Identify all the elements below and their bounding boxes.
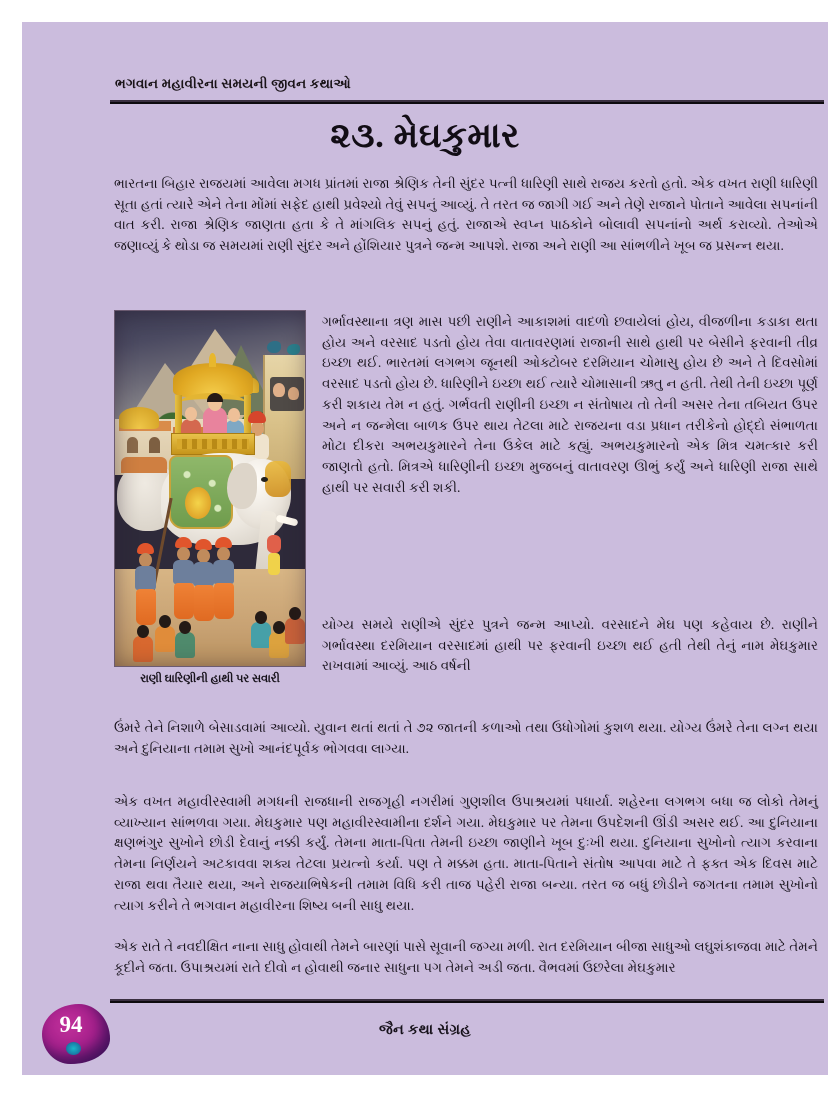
page-number: 94 xyxy=(59,1012,83,1037)
running-head: ભગવાન મહાવીરના સમયની જીવન કથાઓ xyxy=(115,76,351,91)
golden-dome xyxy=(119,407,159,429)
child-top xyxy=(267,535,281,553)
guard-torso xyxy=(135,566,156,590)
illustration-image xyxy=(114,310,306,667)
paragraph-intro: ભારતના બિહાર રાજયમાં આવેલા મગધ પ્રાંતમાં રાજા શ્રેણિક તેની સુંદર પત્ની ધારિણી સાથે રાજય કરતો હતો. એક વખત રાણી ધારિણી સૂતા હતાં ત્યારે એને તેના મોંમાં સફેદ હાથી પ્રવેશ્યો તેવું સપનું આવ્યું. તે તરત જ જાગી ગઈ અને તેણે રાજાને પોતાને આવેલા સપનાંની વાત કરી. રાજા શ્રેણિક જાણતા હતા કે તે માંગલિક સપનું હતું. રાજાએ સ્વપ્ન પાઠકોને બોલાવી સપનાંનો અર્થ કરાવ્યો. તેઓએ જણાવ્યું કે થોડા જ સમયમાં રાણી સુંદર અને હોંશિયાર પુત્રને જન્મ આપશે. રાજા અને રાણી આ સાંભળીને ખૂબ જ પ્રસન્ન થયા. xyxy=(114,176,818,254)
howdah-panel-ornament xyxy=(177,439,249,449)
crowd-body xyxy=(133,636,153,662)
building-window xyxy=(127,437,138,453)
chapter-title: ૨૩. મેઘકુમાર xyxy=(330,116,520,155)
guard-head xyxy=(217,547,230,561)
crowd-head xyxy=(137,625,149,638)
onlooker-face xyxy=(288,387,299,400)
guard-head xyxy=(139,553,152,567)
child-figure xyxy=(267,535,281,575)
guard-torso xyxy=(193,562,214,586)
paragraph-below-3: એક રાતે તે નવદીક્ષિત નાના સાધુ હોવાથી તેમને બારણાં પાસે સૂવાની જગ્યા મળી. રાત દરમિયાન બીજા સાધુઓ લઘુશંકાજવા માટે તેમને કૂદીને જતા. ઉપાશ્રયમાં રાતે દીવો ન હોવાથી જનાર સાધુના પગ તેમને અડી જતા. વૈભવમાં ઉછરેલા મેઘકુમાર xyxy=(114,939,818,975)
elephant-eye xyxy=(261,477,268,482)
attendant-head xyxy=(228,408,240,422)
howdah-finial xyxy=(209,353,216,367)
guard-torso xyxy=(173,560,194,584)
child-bottom xyxy=(268,553,280,575)
crowd-head xyxy=(159,615,171,628)
onlooker-face xyxy=(273,383,285,397)
crowd-body xyxy=(155,626,175,652)
turban-icon xyxy=(248,411,266,423)
paragraph-right-col-2: યોગ્ય સમયે રાણીએ સુંદર પુત્રને જન્મ આપ્યો. વરસાદને મેઘ પણ કહેવાય છે. રાણીને ગર્ભાવસ્થા દરમિયાન વરસાદમાં હાથી પર ફરવાની ઇચ્છા થઈ હતી તેથી તેનું નામ મેઘકુમાર રાખવામાં આવ્યું. આઠ વર્ષની xyxy=(322,617,818,674)
crowd-body xyxy=(175,632,195,658)
building-window xyxy=(149,437,160,453)
elephant-ear xyxy=(227,463,257,509)
footer-rule-divider xyxy=(110,998,824,1004)
book-page xyxy=(22,22,828,1075)
attendant-head xyxy=(185,407,197,421)
paragraph-right-col-1: ગર્ભાવસ્થાના ત્રણ માસ પછી રાણીને આકાશમાં વાદળો છવાયેલાં હોય, વીજળીના કડાકા થતા હોય અને વરસાદ પડતો હોય તેવા વાતાવરણમાં રાજાની સાથે હાથી પર બેસીને ફરવાની તીવ્ર ઇચ્છા થઈ. ભારતમાં લગભગ જૂનથી ઓક્ટોબર દરમિયાન ચોમાસુ હોય છે અને તે દિવસોમાં વરસાદ પડતો હોય છે. ધારિણીને ઇચ્છા થઈ ત્યારે ચોમાસાની ઋતુ ન હતી. તેથી તેની ઇચ્છા પૂર્ણ કરી શકાય તેમ ન હતું. ગર્ભવતી રાણીની ઇચ્છા ન સંતોષાય તો તેની અસર તેના તબિયત ઉપર અને ન જન્મેલા બાળક ઉપર થાય તેટલા માટે રાજયના વડા પ્રધાન તરીકેનો હોદ્દો સંભાળતા મોટા દીકરા અભયકુમારને તેના ઉકેલ માટે કહ્યું. અભયકુમારનો એક મિત્ર ચમત્કાર કરી જાણતો હતો. મિત્રએ ધારિણીની ઇચ્છા મુજબનું વાતાવરણ ઊભું કર્યું અને ધારિણી રાજા સાથે હાથી પર સવારી કરી શકી. xyxy=(322,314,818,495)
elephant-head-ornament xyxy=(265,461,291,497)
crowd-body xyxy=(251,622,271,648)
footer-book-title: જૈન કથા સંગ્રહ xyxy=(378,1022,472,1038)
howdah-canopy xyxy=(173,363,253,397)
crowd-head xyxy=(255,611,267,624)
guard-legs xyxy=(136,589,156,625)
figure-caption: રાણી ઘારિણીની હાથી પર સવારી xyxy=(140,673,280,685)
guard-legs xyxy=(174,583,194,619)
royal-fan-icon xyxy=(185,487,211,519)
second-elephant-howdah xyxy=(121,457,167,473)
header-rule-divider xyxy=(110,99,824,105)
crowd-head xyxy=(289,607,301,620)
guard-legs xyxy=(194,585,214,621)
peacock-icon xyxy=(267,341,281,353)
peacock-icon xyxy=(287,344,300,355)
guard-legs xyxy=(214,583,234,619)
paragraph-below-1: ઉંમરે તેને નિશાળે બેસાડવામાં આવ્યો. યુવાન થતાં થતાં તે ૭૨ જાતની કળાઓ તથા ઉધોગોમાં કુશળ થયા. યોગ્ય ઉંમરે તેના લગ્ન થયા અને દુનિયાના તમામ સુખો આનંદપૂર્વક ભોગવવા લાગ્યા. xyxy=(114,720,818,756)
crowd-head xyxy=(273,621,285,634)
queen-hair xyxy=(207,393,223,402)
figure-block xyxy=(114,310,306,686)
guard-torso xyxy=(213,560,234,584)
guard-head xyxy=(177,547,190,561)
crowd-body xyxy=(285,618,305,644)
crowd-head xyxy=(179,621,191,634)
guard-head xyxy=(197,549,210,563)
paragraph-below-2: એક વખત મહાવીરસ્વામી મગધની રાજધાની રાજગૃહી નગરીમાં ગુણશીલ ઉપાશ્રયમાં પધાર્યા. શહેરના લગભગ બધા જ લોકો તેમનું વ્યાખ્યાન સાંભળવા ગયા. મેઘકુમાર પણ મહાવીરસ્વામીના દર્શને ગયા. મેઘકુમાર પર તેમના ઉપદેશની ઊંડી અસર થઈ. આ દુનિયાના ક્ષણભંગુર સુખોને છોડી દેવાનું નક્કી કર્યું. તેમના માતા-પિતા તેમની ઇચ્છા જાણીને ખૂબ દુઃખી થયા. દુનિયાના સુખોનો ત્યાગ કરવાના તેમના નિર્ણયને અટકાવવા શક્ય તેટલા પ્રયત્નો કર્યા. પણ તે મક્કમ હતા. માતા-પિતાને સંતોષ આપવા માટે તે ફક્ત એક દિવસ માટે રાજા થવા તૈયાર થયા, અને રાજયાભિષેકની તમામ વિધિ કરી તાજ પહેરી રાજા બન્યા. તરત જ બધું છોડીને જગતના તમામ સુખોનો ત્યાગ કરીને તે ભગવાન મહાવીરના શિષ્ય બની સાધુ થયા. xyxy=(114,794,818,913)
